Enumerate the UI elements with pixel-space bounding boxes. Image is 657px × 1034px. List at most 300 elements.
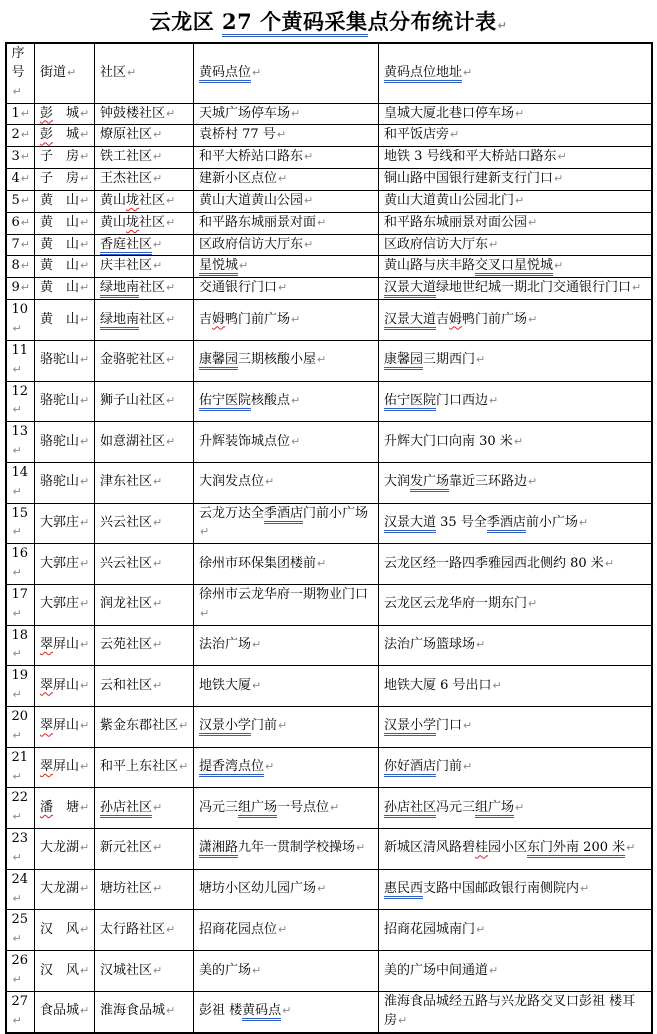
- text-segment: 社区: [100, 64, 127, 80]
- paragraph-mark: ↵: [80, 353, 90, 367]
- title-text-underlined: 27 个黄码采集: [222, 9, 368, 37]
- paragraph-mark: ↵: [80, 719, 90, 733]
- cell-serial-number: [6, 256, 35, 278]
- text-segment: 云龙区云龙华府一期东门: [384, 596, 528, 612]
- table-row: [6, 212, 652, 234]
- paragraph-mark: ↵: [20, 106, 30, 120]
- text-segment: 社区: [139, 311, 166, 327]
- text-segment: 吉: [436, 311, 450, 327]
- text-segment: 孙店社区: [384, 800, 436, 818]
- paragraph-mark: ↵: [80, 882, 90, 896]
- serial-number: 5: [11, 192, 20, 208]
- text-segment: 和平大桥站口路东: [199, 149, 304, 165]
- paragraph-mark: ↵: [80, 556, 90, 570]
- paragraph-mark: ↵: [528, 215, 538, 229]
- paragraph-mark: ↵: [127, 65, 137, 79]
- paragraph-mark: ↵: [291, 393, 301, 407]
- paragraph-mark: ↵: [476, 922, 486, 936]
- text-segment: 黄山: [100, 192, 127, 208]
- cell-point-name: [194, 340, 379, 381]
- paragraph-mark: ↵: [291, 434, 301, 448]
- text-segment: 新城区清风路碧: [384, 840, 476, 856]
- text-segment: 三期西门: [423, 352, 476, 368]
- text-segment: 黄山路与庆丰路: [384, 258, 476, 274]
- serial-number: 21: [11, 749, 29, 765]
- cell-point-name: [194, 625, 379, 666]
- text-segment: 屏山: [53, 718, 80, 734]
- cell-serial-number: [6, 910, 35, 951]
- paragraph-mark: ↵: [513, 434, 524, 448]
- paragraph-mark: ↵: [153, 237, 163, 251]
- serial-number: 11: [11, 342, 29, 358]
- text-segment: 门口西边: [436, 392, 489, 408]
- paragraph-mark: ↵: [278, 719, 288, 733]
- cell-street: [35, 103, 95, 125]
- paragraph-mark: ↵: [80, 312, 90, 326]
- table-row: [6, 125, 652, 147]
- text-segment: 组广场: [238, 800, 277, 818]
- paragraph-mark: ↵: [12, 403, 22, 417]
- paragraph-mark: ↵: [278, 281, 288, 295]
- serial-number: 18: [11, 627, 29, 643]
- text-segment: 园小区: [488, 840, 528, 856]
- cell-community: [95, 747, 194, 788]
- paragraph-mark: ↵: [278, 922, 288, 936]
- serial-number: 10: [11, 302, 29, 318]
- cell-point-address: [379, 340, 652, 381]
- paragraph-mark: ↵: [356, 841, 366, 855]
- text-segment: 徐州市云龙华府一期物业门口: [199, 586, 369, 602]
- serial-number: 6: [11, 214, 20, 230]
- paragraph-mark: ↵: [153, 841, 163, 855]
- cell-point-name: [194, 788, 379, 829]
- cell-community: [95, 234, 194, 256]
- text-segment: 大郭庄: [40, 596, 80, 612]
- cell-community: [95, 278, 194, 300]
- paragraph-mark: ↵: [153, 597, 163, 611]
- text-segment: 子 房: [40, 171, 80, 187]
- text-segment: 兴云社区: [100, 514, 153, 530]
- paragraph-mark: ↵: [166, 215, 176, 229]
- paragraph-mark: ↵: [515, 193, 525, 207]
- cell-point-name: [194, 503, 379, 544]
- paragraph-mark: ↵: [515, 106, 525, 120]
- paragraph-mark: ↵: [463, 719, 473, 733]
- paragraph-mark: ↵: [12, 606, 22, 620]
- table-row: [6, 544, 652, 585]
- text-segment: 云龙万达全: [199, 505, 265, 521]
- paragraph-mark: ↵: [580, 882, 590, 896]
- text-segment: 康馨园: [384, 352, 423, 370]
- table-row: [6, 381, 652, 422]
- paragraph-mark: ↵: [153, 556, 163, 570]
- text-segment: 绿地世纪城一期北门交通银行门口: [436, 280, 632, 296]
- text-segment: 美的广场中间通道: [384, 962, 489, 978]
- cell-street: [35, 951, 95, 992]
- serial-number: 20: [11, 709, 29, 724]
- cell-community: [95, 829, 194, 870]
- paragraph-mark: ↵: [20, 172, 30, 186]
- table-row: [6, 625, 652, 666]
- paragraph-mark: ↵: [20, 128, 30, 142]
- text-segment: 鸭门前广场: [462, 311, 528, 327]
- paragraph-mark: ↵: [80, 963, 90, 977]
- paragraph-mark: ↵: [554, 259, 564, 273]
- paragraph-mark: ↵: [153, 800, 163, 814]
- cell-serial-number: [6, 190, 35, 212]
- paragraph-mark: ↵: [265, 760, 275, 774]
- text-segment: 兴云社区: [100, 555, 153, 571]
- paragraph-mark: ↵: [317, 882, 327, 896]
- cell-point-name: [194, 747, 379, 788]
- paragraph-mark: ↵: [20, 193, 30, 207]
- serial-number: 2: [11, 127, 20, 143]
- cell-serial-number: [6, 544, 35, 585]
- text-segment: 法治广场: [199, 637, 252, 653]
- serial-number: 19: [11, 668, 29, 684]
- cell-community: [95, 256, 194, 278]
- text-segment: 吉: [199, 311, 213, 327]
- text-segment: 翠: [40, 637, 54, 653]
- paragraph-mark: ↵: [12, 810, 22, 824]
- title-text-pre: 云龙区: [149, 9, 223, 34]
- cell-point-address: [379, 829, 652, 870]
- paragraph-mark: ↵: [476, 638, 486, 652]
- text-segment: 门前小广场: [303, 505, 369, 521]
- cell-community: [95, 125, 194, 147]
- text-segment: 润龙社区: [100, 596, 153, 612]
- text-segment: 黄山大道黄山公园: [199, 192, 304, 208]
- table-row: [6, 300, 652, 341]
- paragraph-mark: ↵: [166, 434, 176, 448]
- table-row: [6, 462, 652, 503]
- cell-community: [95, 991, 194, 1032]
- cell-community: [95, 381, 194, 422]
- paragraph-mark: ↵: [463, 760, 473, 774]
- serial-number: 14: [11, 464, 29, 480]
- text-segment: 钟鼓楼社区: [100, 105, 166, 121]
- text-segment: 屏山: [53, 637, 80, 653]
- text-segment: 美的广场: [199, 962, 252, 978]
- cell-street: [35, 503, 95, 544]
- text-segment: 黄 山: [40, 214, 80, 230]
- cell-street: [35, 788, 95, 829]
- text-segment: 和平路东城丽景对面: [199, 214, 317, 230]
- table-row: [6, 190, 652, 212]
- cell-serial-number: [6, 103, 35, 125]
- table-header: [6, 43, 652, 103]
- cell-point-address: [379, 278, 652, 300]
- cell-street: [35, 147, 95, 169]
- text-segment: 汉景小学: [199, 718, 251, 736]
- cell-street: [35, 190, 95, 212]
- table-row: [6, 707, 652, 748]
- paragraph-mark: ↵: [166, 106, 176, 120]
- cell-serial-number: [6, 951, 35, 992]
- paragraph-mark: ↵: [12, 688, 22, 702]
- serial-number: 4: [11, 171, 20, 187]
- text-segment: 升辉大门口向南 30 米: [384, 433, 513, 449]
- text-segment: 法治广场篮球场: [384, 637, 476, 653]
- paragraph-mark: ↵: [265, 475, 275, 489]
- paragraph-mark: ↵: [80, 922, 90, 936]
- paragraph-mark: ↵: [291, 106, 301, 120]
- text-segment: 建新小区点位: [199, 171, 278, 187]
- text-segment: 庆丰社区: [100, 258, 153, 274]
- table-row: [6, 666, 652, 707]
- text-segment: 翠: [40, 759, 54, 775]
- text-segment: 序号: [11, 46, 25, 80]
- paragraph-mark: ↵: [252, 65, 262, 79]
- text-segment: 汉景大道: [384, 280, 436, 298]
- paragraph-mark: ↵: [528, 475, 538, 489]
- paragraph-mark: ↵: [166, 922, 176, 936]
- header-row: [6, 43, 652, 103]
- paragraph-mark: ↵: [80, 393, 90, 407]
- cell-point-address: [379, 103, 652, 125]
- paragraph-mark: ↵: [626, 841, 636, 855]
- serial-number: 16: [11, 546, 29, 562]
- text-segment: 孙店社区: [100, 800, 152, 818]
- text-segment: 鸭门前广场: [225, 311, 291, 327]
- cell-community: [95, 666, 194, 707]
- paragraph-mark: ↵: [80, 597, 90, 611]
- text-segment: 大龙湖: [40, 840, 80, 856]
- table-row: [6, 147, 652, 169]
- cell-street: [35, 169, 95, 191]
- text-segment: 社区: [139, 214, 166, 230]
- text-segment: 徐州市环保集团楼前: [199, 555, 317, 571]
- table-row: [6, 951, 652, 992]
- text-segment: 垅: [126, 214, 140, 230]
- paragraph-mark: ↵: [80, 193, 90, 207]
- paragraph-mark: ↵: [153, 172, 163, 186]
- text-segment: 大郭庄: [40, 555, 80, 571]
- cell-street: [35, 300, 95, 341]
- cell-point-name: [194, 544, 379, 585]
- text-segment: 汉 风: [40, 962, 80, 978]
- table-row: [6, 910, 652, 951]
- paragraph-mark: ↵: [317, 215, 327, 229]
- text-segment: 和平上东社区: [100, 759, 179, 775]
- serial-number: 12: [11, 383, 29, 399]
- paragraph-mark: ↵: [153, 128, 163, 142]
- paragraph-mark: ↵: [398, 1013, 408, 1027]
- cell-community: [95, 910, 194, 951]
- cell-street: [35, 707, 95, 748]
- cell-point-address: [379, 991, 652, 1032]
- cell-community: [95, 544, 194, 585]
- text-segment: 云龙区经一路四季雅园西北侧约 80 米: [384, 555, 604, 571]
- text-segment: 佑宁医院: [384, 393, 436, 411]
- paragraph-mark: ↵: [578, 515, 589, 529]
- text-segment: 燎原社区: [100, 127, 153, 143]
- cell-point-name: [194, 381, 379, 422]
- yellow-code-points-table: [5, 42, 653, 1034]
- paragraph-mark: ↵: [304, 193, 314, 207]
- paragraph-mark: ↵: [179, 760, 189, 774]
- cell-serial-number: [6, 869, 35, 910]
- text-segment: 淮海食品城: [100, 1003, 166, 1019]
- text-segment: 骆驼山: [40, 392, 80, 408]
- cell-community: [95, 300, 194, 341]
- paragraph-mark: ↵: [80, 172, 90, 186]
- text-segment: 冯元三: [199, 799, 239, 815]
- paragraph-mark: ↵: [252, 963, 262, 977]
- serial-number: 27: [11, 993, 29, 1009]
- text-segment: 皇城大厦北巷口停车场: [384, 105, 515, 121]
- table-row: [6, 169, 652, 191]
- cell-community: [95, 951, 194, 992]
- cell-community: [95, 707, 194, 748]
- text-segment: 支路中国邮政银行南侧院内: [423, 881, 580, 897]
- text-segment: 桂: [475, 840, 489, 856]
- text-segment: 塘坊社区: [100, 881, 153, 897]
- cell-point-name: [194, 991, 379, 1032]
- text-segment: 季酒店: [487, 515, 526, 533]
- paragraph-mark: ↵: [492, 678, 502, 692]
- cell-street: [35, 212, 95, 234]
- text-segment: 黄山大道黄山公园北门: [384, 192, 515, 208]
- paragraph-mark: ↵: [12, 362, 22, 376]
- cell-street: [35, 747, 95, 788]
- page-title: [0, 6, 657, 36]
- cell-point-name: [194, 125, 379, 147]
- cell-serial-number: [6, 666, 35, 707]
- paragraph-mark: ↵: [166, 312, 176, 326]
- paragraph-mark: ↵: [450, 128, 460, 142]
- cell-community: [95, 169, 194, 191]
- paragraph-mark: ↵: [20, 215, 30, 229]
- column-header: [379, 43, 652, 103]
- cell-point-address: [379, 544, 652, 585]
- text-segment: 骆驼山: [40, 433, 80, 449]
- text-segment: 黄码点位地址: [384, 65, 462, 83]
- paragraph-mark: ↵: [528, 312, 538, 326]
- paragraph-mark: ↵: [80, 638, 90, 652]
- table-row: [6, 829, 652, 870]
- cell-point-name: [194, 278, 379, 300]
- table-row: [6, 422, 652, 463]
- text-segment: 汉景大道: [384, 312, 436, 330]
- cell-community: [95, 212, 194, 234]
- table-row: [6, 788, 652, 829]
- paragraph-mark: ↵: [12, 444, 22, 458]
- text-segment: 汉 风: [40, 921, 80, 937]
- cell-point-name: [194, 256, 379, 278]
- paragraph-mark: ↵: [528, 597, 538, 611]
- cell-street: [35, 869, 95, 910]
- cell-point-address: [379, 125, 652, 147]
- cell-serial-number: [6, 707, 35, 748]
- cell-street: [35, 625, 95, 666]
- paragraph-mark: ↵: [476, 353, 486, 367]
- text-segment: 区政府信访大厅东: [384, 236, 489, 252]
- paragraph-mark: ↵: [80, 800, 90, 814]
- table-row: [6, 340, 652, 381]
- paragraph-mark: ↵: [200, 606, 210, 620]
- cell-point-address: [379, 256, 652, 278]
- cell-serial-number: [6, 340, 35, 381]
- paragraph-mark: ↵: [80, 515, 90, 529]
- paragraph-mark: ↵: [463, 65, 473, 79]
- serial-number: 26: [11, 953, 29, 969]
- cell-street: [35, 666, 95, 707]
- cell-street: [35, 125, 95, 147]
- text-segment: 社区: [139, 192, 166, 208]
- text-segment: 香庭社区: [100, 237, 152, 255]
- cell-community: [95, 462, 194, 503]
- paragraph-mark: ↵: [153, 678, 163, 692]
- text-segment: 升辉装饰城点位: [199, 433, 291, 449]
- text-segment: 佑宁医院: [199, 393, 251, 411]
- table-row: [6, 103, 652, 125]
- cell-street: [35, 462, 95, 503]
- text-segment: 汉景小学: [384, 718, 436, 736]
- serial-number: 24: [11, 871, 29, 887]
- cell-point-address: [379, 147, 652, 169]
- text-segment: 彭: [40, 127, 54, 143]
- serial-number: 9: [11, 280, 20, 296]
- paragraph-mark: ↵: [166, 1004, 176, 1018]
- cell-point-address: [379, 910, 652, 951]
- cell-point-address: [379, 381, 652, 422]
- text-segment: 地铁大厦 6 号出口: [384, 677, 492, 693]
- paragraph-mark: ↵: [554, 172, 564, 186]
- paragraph-mark: ↵: [80, 678, 90, 692]
- paragraph-mark: ↵: [604, 556, 615, 570]
- text-segment: 金骆驼社区: [100, 352, 166, 368]
- paragraph-mark: ↵: [12, 891, 22, 905]
- cell-community: [95, 869, 194, 910]
- table-row: [6, 869, 652, 910]
- text-segment: 食品城: [40, 1003, 80, 1019]
- cell-point-name: [194, 869, 379, 910]
- paragraph-mark: ↵: [80, 259, 90, 273]
- paragraph-mark: ↵: [200, 525, 210, 539]
- paragraph-mark: ↵: [80, 841, 90, 855]
- cell-serial-number: [6, 147, 35, 169]
- text-segment: 云苑社区: [100, 637, 153, 653]
- paragraph-mark: ↵: [80, 281, 90, 295]
- paragraph-mark: ↵: [278, 172, 288, 186]
- cell-point-name: [194, 300, 379, 341]
- paragraph-mark: ↵: [153, 515, 163, 529]
- cell-point-address: [379, 707, 652, 748]
- text-segment: 天城广场停车场: [199, 105, 291, 121]
- paragraph-mark: ↵: [153, 475, 163, 489]
- serial-number: 7: [11, 236, 20, 252]
- cell-serial-number: [6, 234, 35, 256]
- cell-point-name: [194, 103, 379, 125]
- serial-number: 17: [11, 586, 29, 602]
- text-segment: 核酸点: [251, 392, 291, 408]
- cell-street: [35, 256, 95, 278]
- paragraph-mark: ↵: [80, 1004, 90, 1018]
- paragraph-mark: ↵: [12, 321, 22, 335]
- cell-community: [95, 190, 194, 212]
- cell-serial-number: [6, 300, 35, 341]
- paragraph-mark: ↵: [166, 393, 176, 407]
- table-row: [6, 747, 652, 788]
- cell-street: [35, 340, 95, 381]
- text-segment: 黄码点: [242, 1003, 281, 1021]
- cell-point-address: [379, 666, 652, 707]
- cell-point-name: [194, 666, 379, 707]
- cell-serial-number: [6, 169, 35, 191]
- cell-point-address: [379, 747, 652, 788]
- cell-point-name: [194, 169, 379, 191]
